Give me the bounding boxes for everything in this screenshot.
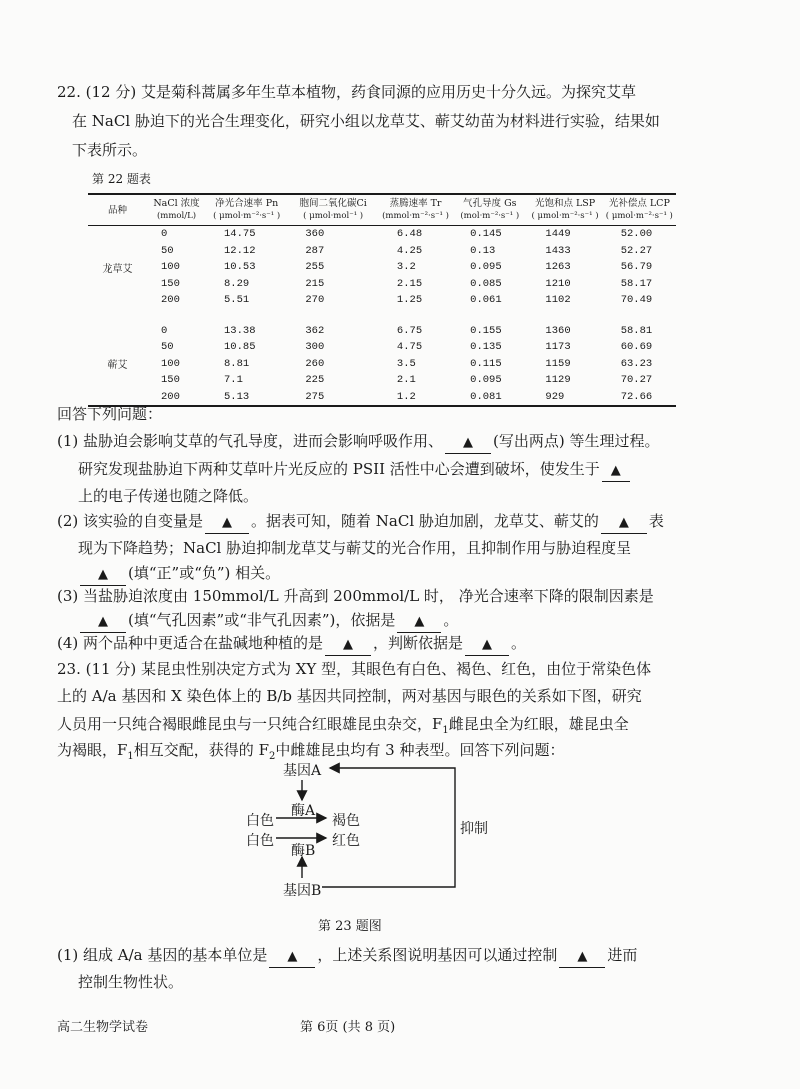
diagram-caption: 第 23 题图 [318, 919, 382, 934]
enzyme-b-label: 酶B [291, 843, 316, 859]
table-cell: 0.085 [470, 277, 502, 290]
blank-mark: ▲ [463, 435, 474, 450]
header-unit: ( μmol·mol⁻¹ ) [303, 211, 364, 221]
table-cell: 300 [305, 341, 325, 354]
table-cell: 58.81 [620, 324, 653, 337]
sub2-text-a: (2) 该实验的自变量是 [57, 512, 204, 530]
q23-line3-c: 雌昆虫全为红眼，雄昆虫全 [448, 715, 629, 733]
table-cell: 0.115 [470, 357, 502, 370]
table-cell: 5.13 [224, 390, 250, 403]
table-cell: 0.061 [470, 294, 502, 307]
table-cell: 4.75 [396, 341, 423, 354]
blank-mark: ▲ [343, 637, 354, 652]
sub1-text-a: (1) 盐胁迫会影响艾草的气孔导度，进而会影响呼吸作用、 [57, 432, 444, 450]
species-cell: 蕲艾 [107, 360, 128, 372]
footer-page: 第 6页 (共 8 页) [300, 1020, 396, 1035]
table-cell: 56.79 [620, 261, 653, 274]
q23-sub1-line1 [57, 945, 637, 968]
sub2-text-b: 。据表可知，随着 NaCl 胁迫加剧，龙草艾、蕲艾的 [251, 512, 599, 530]
table-cell: 0.155 [470, 324, 502, 337]
table-cell: 275 [305, 390, 325, 403]
table-cell: 10.53 [224, 261, 256, 274]
header-title: 蒸腾速率 Tr [389, 198, 442, 209]
table-cell: 6.48 [396, 228, 423, 241]
table-cell: 1159 [545, 357, 571, 370]
table-cell: 1.2 [396, 390, 416, 403]
blank-mark: ▲ [222, 515, 233, 530]
table-cell: 100 [161, 261, 180, 274]
species-cell: 龙草艾 [102, 263, 133, 275]
q23-sub1-text-b: ，上述关系图说明基因可以通过控制 [317, 946, 558, 964]
sub3-text-b: (填“气孔因素”或“非气孔因素”)，依据是 [128, 611, 396, 629]
table-caption: 第 22 题表 [92, 172, 151, 186]
q23-line1: 23. (11 分) 某昆虫性别决定方式为 XY 型，其眼色有白色、褐色、红色，由位于常染色体 [57, 660, 652, 678]
q22-line2: 在 NaCl 胁迫下的光合生理变化，研究小组以龙草艾、蕲艾幼苗为材料进行实验，结果如 [72, 112, 660, 130]
q23-sub1-text-c: 进而 [607, 946, 638, 964]
q23-line4-sub1: 1 [127, 751, 134, 762]
gene-b-label: 基因B [283, 883, 322, 899]
header-title: 光补偿点 LCP [608, 198, 670, 209]
blank-mark: ▲ [618, 515, 629, 530]
blank-mark: ▲ [414, 614, 425, 629]
table-cell: 1173 [545, 341, 571, 354]
sub4-text-c: 。 [511, 634, 527, 652]
table-cell: 5.51 [224, 294, 250, 307]
q23-line3-a: 人员用一只纯合褐眼雌昆虫与一只纯合红眼雄昆虫杂交，F [57, 715, 443, 733]
q23-line4-c: 相互交配，获得的 F [133, 741, 269, 759]
table-cell: 0.13 [470, 244, 496, 257]
sub1-text-c: 研究发现盐胁迫下两种艾草叶片光反应的 PSII 活性中心会遭到破坏，使发生于 [78, 460, 600, 478]
header-unit: (mmol/L) [156, 211, 197, 221]
answer-intro: 回答下列问题： [57, 405, 163, 423]
table-cell: 72.66 [620, 390, 653, 403]
table-cell: 3.2 [396, 261, 416, 274]
header-unit: ( μmol·m⁻²·s⁻¹ ) [531, 211, 599, 221]
sub2-line2: 现为下降趋势；NaCl 胁迫抑制龙草艾与蕲艾的光合作用，且抑制作用与胁迫程度呈 [78, 539, 632, 557]
q23-line2: 上的 A/a 基因和 X 染色体上的 B/b 基因共同控制，两对基因与眼色的关系如下图，研究 [57, 687, 642, 705]
header-unit: (mmol·m⁻²·s⁻¹ ) [382, 211, 449, 221]
header-title: 品种 [107, 204, 127, 216]
blank-mark: ▲ [482, 637, 493, 652]
table-cell: 362 [305, 324, 325, 337]
enzyme-a-label: 酶A [291, 803, 316, 819]
table-cell: 58.17 [620, 277, 653, 290]
header-title: 气孔导度 Gs [463, 198, 517, 209]
table-cell: 60.69 [620, 341, 653, 354]
table-cell: 2.1 [396, 374, 416, 387]
table-cell: 50 [161, 244, 174, 257]
header-unit: (mol·m⁻²·s⁻¹ ) [460, 211, 520, 221]
blank-mark: ▲ [287, 949, 298, 964]
sub2-text-c: 表 [648, 512, 664, 530]
table-cell: 0.095 [470, 261, 502, 274]
sub2-text-e: (填“正”或“负”) 相关。 [128, 564, 281, 582]
table-cell: 260 [305, 357, 325, 370]
table-cell: 0 [161, 228, 168, 241]
table-cell: 100 [161, 357, 180, 370]
table-cell: 255 [305, 261, 325, 274]
blank-mark: ▲ [98, 567, 108, 582]
table-cell: 1449 [545, 228, 571, 241]
table-cell: 200 [161, 390, 180, 403]
table-cell: 10.85 [224, 341, 256, 354]
sub1-text-b: (写出两点) 等生理过程。 [493, 432, 660, 450]
white-label-2: 白色 [246, 833, 274, 849]
sub1-line3: 上的电子传递也随之降低。 [78, 487, 259, 505]
table-cell: 7.1 [224, 374, 243, 387]
q23-sub1-blank-1[interactable] [269, 945, 315, 968]
q23-line3-sub: 1 [442, 725, 449, 736]
blank-mark: ▲ [577, 949, 588, 964]
header-title: NaCl 浓度 [153, 198, 200, 209]
header-title: 净光合速率 Pn [215, 198, 279, 209]
table-cell: 270 [305, 294, 325, 307]
table-cell: 13.38 [224, 324, 256, 337]
q23-sub1-blank-2[interactable] [559, 945, 605, 968]
sub4-text-b: ，判断依据是 [373, 634, 464, 652]
q22-line1: 22. (12 分) 艾是菊科蒿属多年生草本植物，药食同源的应用历史十分久远。为探究艾草 [57, 83, 636, 101]
table-cell: 4.25 [396, 244, 423, 257]
sub4-text-a: (4) 两个品种中更适合在盐碱地种植的是 [57, 634, 324, 652]
table-cell: 2.15 [396, 277, 423, 290]
inhibit-label: 抑制 [460, 821, 488, 837]
blank-mark: ▲ [98, 614, 108, 629]
table-cell: 1360 [545, 324, 571, 337]
table-cell: 1102 [545, 294, 571, 307]
table-cell: 3.5 [396, 357, 416, 370]
table-cell: 8.81 [224, 357, 250, 370]
header-unit: ( μmol·m⁻²·s⁻¹ ) [605, 211, 673, 221]
q23-line4-a: 为褐眼，F [57, 741, 128, 759]
table-cell: 70.27 [620, 374, 653, 387]
table-cell: 200 [161, 294, 180, 307]
table-cell: 215 [305, 277, 325, 290]
table-cell: 0.135 [470, 341, 502, 354]
table-cell: 1129 [545, 374, 571, 387]
table-cell: 1263 [545, 261, 571, 274]
table-cell: 12.12 [224, 244, 256, 257]
table-cell: 150 [161, 374, 180, 387]
red-label: 红色 [332, 833, 360, 849]
table-cell: 287 [305, 244, 325, 257]
table-cell: 360 [305, 228, 325, 241]
table-cell: 1210 [545, 277, 571, 290]
table-cell: 63.23 [620, 357, 653, 370]
table-cell: 0.145 [470, 228, 502, 241]
brown-label: 褐色 [332, 813, 360, 829]
q23-line4-sub2: 2 [268, 751, 276, 762]
table-cell: 0 [161, 324, 168, 337]
table-cell: 8.29 [224, 277, 250, 290]
table-cell: 70.49 [620, 294, 653, 307]
sub3-line1: (3) 当盐胁迫浓度由 150mmol/L 升高到 200mmol/L 时， 净光合速率下降的限制因素是 [57, 587, 654, 605]
table-cell: 50 [161, 341, 174, 354]
table-cell: 52.00 [620, 228, 653, 241]
q23-sub1-line2: 控制生物性状。 [78, 973, 184, 991]
table-cell: 1433 [545, 244, 571, 257]
q23-sub1-text-a: (1) 组成 A/a 基因的基本单位是 [57, 946, 268, 964]
footer-left: 高二生物学试卷 [57, 1020, 149, 1035]
table-cell: 929 [545, 390, 565, 403]
table-cell: 6.75 [396, 324, 423, 337]
table-cell: 225 [305, 374, 325, 387]
white-label-1: 白色 [246, 813, 274, 829]
table-cell: 0.095 [470, 374, 502, 387]
q23-line4-e: 中雌雄昆虫均有 3 种表型。回答下列问题： [275, 741, 565, 759]
table-cell: 0.081 [470, 390, 502, 403]
sub3-text-c: 。 [443, 611, 459, 629]
table-cell: 1.25 [396, 294, 423, 307]
table-cell: 150 [161, 277, 180, 290]
header-title: 光饱和点 LSP [534, 198, 596, 209]
blank-mark: ▲ [610, 463, 621, 478]
table-cell: 14.75 [224, 228, 256, 241]
table-cell: 52.27 [620, 244, 653, 257]
header-title: 胞间二氧化碳Ci [299, 198, 367, 209]
q22-line3: 下表所示。 [72, 141, 148, 159]
header-unit: ( μmol·m⁻²·s⁻¹ ) [213, 211, 281, 221]
gene-a-label: 基因A [283, 763, 322, 779]
